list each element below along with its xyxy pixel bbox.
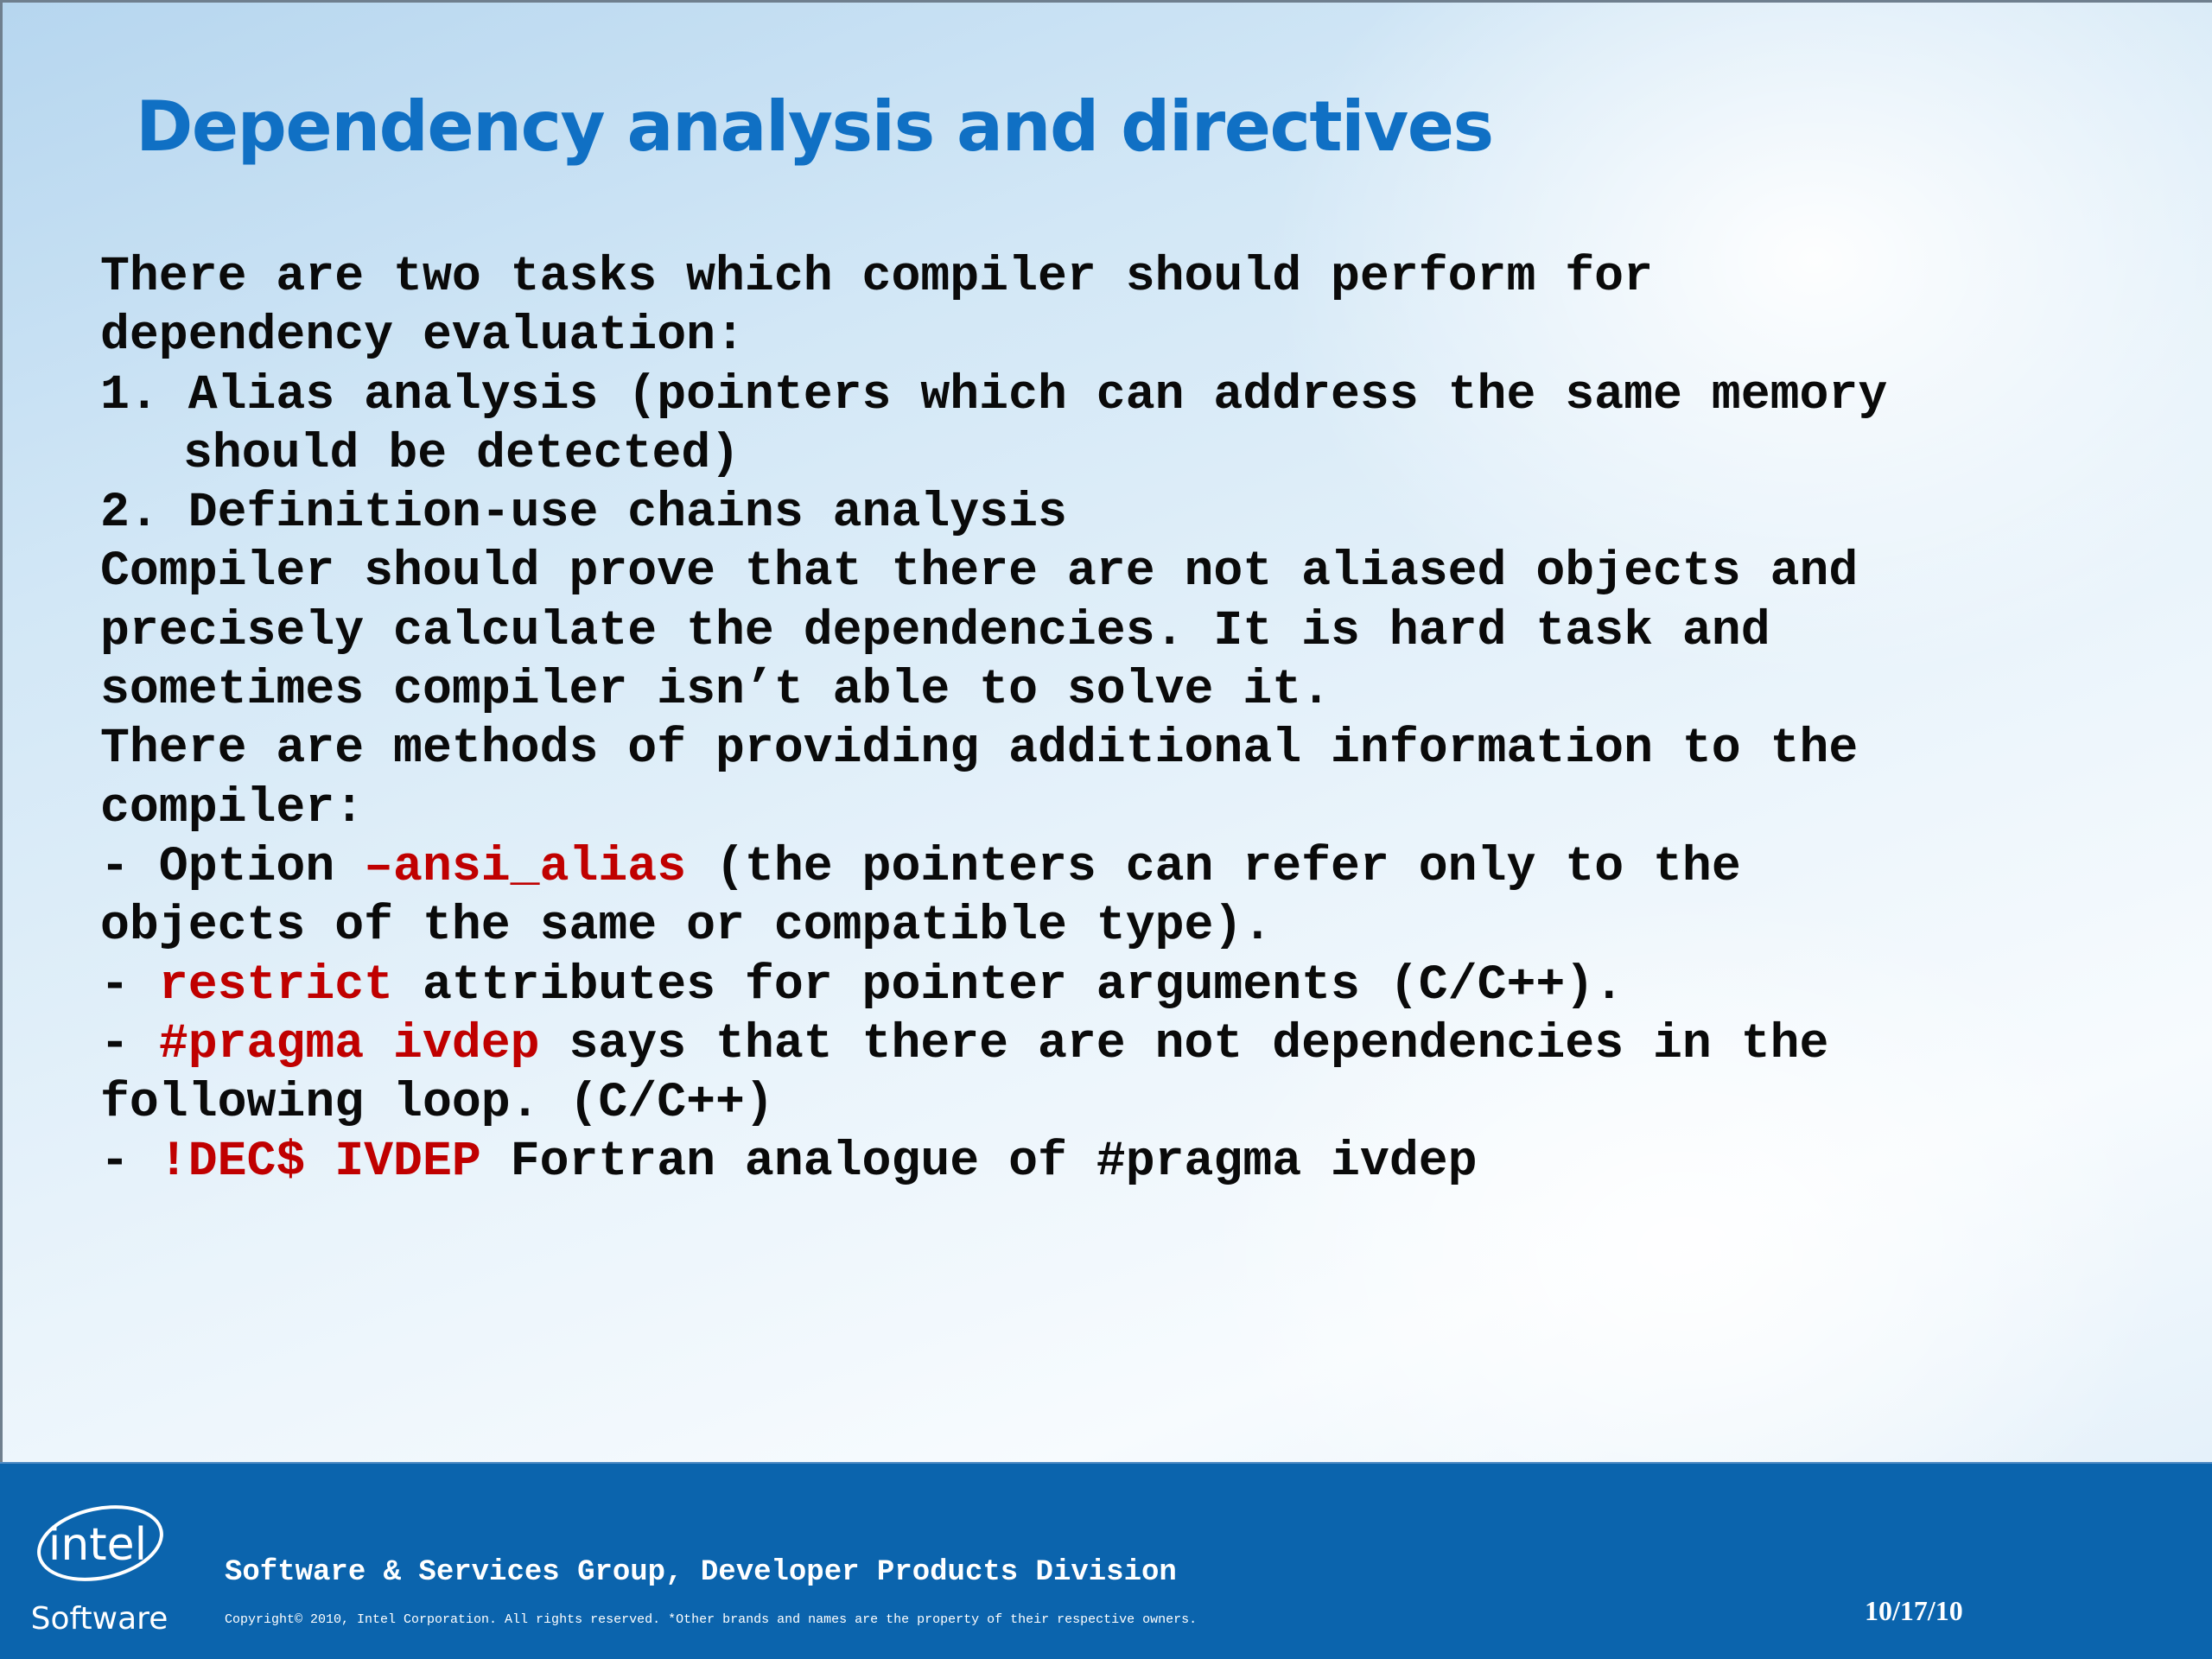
body-line: [100, 956, 1887, 1014]
body-text-segment: Compiler should prove that there are not aliased objects and: [100, 543, 1859, 600]
division-name: Software & Services Group, Developer Products Division: [225, 1556, 1177, 1589]
body-text-segment: attributes for pointer arguments (C/C++).: [393, 957, 1624, 1013]
body-line: [100, 365, 1887, 424]
body-text-segment: precisely calculate the dependencies. It is hard task and: [100, 602, 1770, 658]
body-line: [100, 779, 1887, 837]
body-text-segment: Fortran analogue of #pragma ivdep: [480, 1134, 1478, 1190]
body-text-segment: -: [100, 1134, 159, 1190]
body-text-segment: 1. Alias analysis (pointers which can address the same memory: [100, 366, 1888, 423]
slide-date: 10/17/10: [1865, 1595, 1963, 1626]
highlighted-keyword: –ansi_alias: [364, 838, 687, 894]
body-line: [100, 719, 1887, 778]
body-line: [100, 247, 1887, 306]
body-text-segment: -: [100, 1015, 159, 1071]
slide-title: Dependency analysis and directives: [136, 86, 1493, 167]
highlighted-keyword: restrict: [158, 957, 394, 1013]
highlighted-keyword: !DEC$ IVDEP: [158, 1134, 481, 1190]
body-text-segment: following loop. (C/C++): [100, 1075, 774, 1131]
body-text-segment: 2. Definition-use chains analysis: [100, 485, 1067, 541]
body-line: [100, 1073, 1887, 1132]
body-text-segment: (the pointers can refer only to the: [686, 838, 1741, 894]
body-text-segment: objects of the same or compatible type).: [100, 898, 1273, 954]
body-line: [100, 306, 1887, 365]
body-line: [100, 601, 1887, 660]
logo-word: intel: [48, 1519, 148, 1571]
top-border: [0, 0, 2212, 3]
intel-software-logo: [26, 1495, 173, 1642]
body-text-segment: should be detected): [183, 425, 741, 481]
body-text-segment: There are methods of providing additional information to the: [100, 721, 1859, 777]
body-line: [100, 896, 1887, 955]
body-text-segment: - Option: [100, 838, 365, 894]
body-line: [100, 660, 1887, 719]
left-border: [0, 0, 3, 1464]
body-line: [100, 424, 1887, 483]
logo-sub: Software: [30, 1601, 168, 1637]
body-text-segment: -: [100, 957, 159, 1013]
body-line: [100, 1132, 1887, 1191]
body-line: [100, 542, 1887, 601]
slide-body: [100, 247, 1887, 1192]
body-text-segment: dependency evaluation:: [100, 308, 745, 364]
body-text-segment: There are two tasks which compiler should perform for: [100, 249, 1653, 304]
highlighted-keyword: #pragma ivdep: [158, 1015, 540, 1071]
body-text-segment: compiler:: [100, 779, 365, 836]
body-line: [100, 837, 1887, 896]
body-line: [100, 1014, 1887, 1073]
body-text-segment: sometimes compiler isn’t able to solve it.: [100, 662, 1332, 718]
copyright-notice: Copyright© 2010, Intel Corporation. All rights reserved. *Other brands and names are the property of their respective owners.: [225, 1612, 1198, 1627]
body-line: [100, 483, 1887, 542]
body-text-segment: says that there are not dependencies in the: [539, 1015, 1829, 1071]
